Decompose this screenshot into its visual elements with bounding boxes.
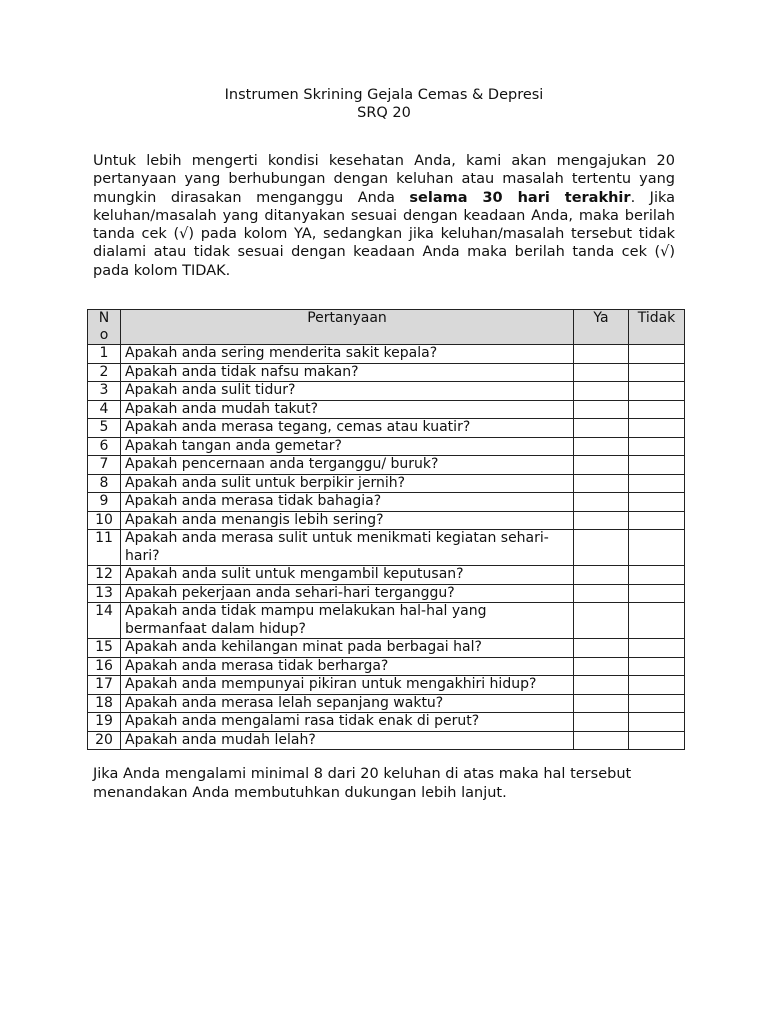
question-text: Apakah anda sulit untuk berpikir jernih? <box>121 474 574 493</box>
question-text: Apakah anda merasa sulit untuk menikmati kegiatan sehari-hari? <box>121 530 574 566</box>
question-text: Apakah anda merasa tegang, cemas atau kuatir? <box>121 419 574 438</box>
question-number: 19 <box>88 713 121 732</box>
question-number: 5 <box>88 419 121 438</box>
intro-text-2: . Jika keluhan/masalah yang ditanyakan sesuai dengan keadaan Anda, maka berilah tanda cek (√) pada kolom YA, sedangkan jika keluhan/masalah tersebut tidak dialami atau tidak sesuai dengan keadaan Anda maka berilah tanda cek (√) pada kolom TIDAK. <box>93 189 676 279</box>
question-text: Apakah anda merasa tidak bahagia? <box>121 493 574 512</box>
question-number: 2 <box>88 363 121 382</box>
question-number: 7 <box>88 456 121 475</box>
table-row <box>88 639 685 658</box>
answer-no-cell[interactable] <box>629 657 685 676</box>
question-number: 9 <box>88 493 121 512</box>
question-number: 4 <box>88 400 121 419</box>
answer-yes-cell[interactable] <box>574 437 629 456</box>
table-body <box>88 345 685 750</box>
question-number: 20 <box>88 731 121 750</box>
table-row <box>88 474 685 493</box>
question-text: Apakah tangan anda gemetar? <box>121 437 574 456</box>
question-text: Apakah anda tidak nafsu makan? <box>121 363 574 382</box>
answer-no-cell[interactable] <box>629 419 685 438</box>
header-no-answer <box>629 310 685 345</box>
answer-no-cell[interactable] <box>629 713 685 732</box>
table-row <box>88 584 685 603</box>
answer-yes-cell[interactable] <box>574 400 629 419</box>
answer-yes-cell[interactable] <box>574 584 629 603</box>
answer-no-cell[interactable] <box>629 731 685 750</box>
answer-no-cell[interactable] <box>629 456 685 475</box>
table-row <box>88 694 685 713</box>
answer-yes-cell[interactable] <box>574 382 629 401</box>
answer-no-cell[interactable] <box>629 382 685 401</box>
question-number: 10 <box>88 511 121 530</box>
answer-no-cell[interactable] <box>629 603 685 639</box>
question-number: 6 <box>88 437 121 456</box>
question-text: Apakah anda menangis lebih sering? <box>121 511 574 530</box>
answer-yes-cell[interactable] <box>574 419 629 438</box>
question-number: 3 <box>88 382 121 401</box>
answer-yes-cell[interactable] <box>574 694 629 713</box>
table-row <box>88 400 685 419</box>
question-number: 17 <box>88 676 121 695</box>
answer-yes-cell[interactable] <box>574 456 629 475</box>
question-text: Apakah anda mempunyai pikiran untuk mengakhiri hidup? <box>121 676 574 695</box>
table-row <box>88 603 685 639</box>
footer-note: Jika Anda mengalami minimal 8 dari 20 keluhan di atas maka hal tersebut menandakan Anda membutuhkan dukungan lebih lanjut. <box>93 766 632 801</box>
document-subtitle: SRQ 20 <box>357 105 411 121</box>
questionnaire-table <box>87 309 685 750</box>
answer-yes-cell[interactable] <box>574 713 629 732</box>
answer-no-cell[interactable] <box>629 694 685 713</box>
question-text: Apakah anda kehilangan minat pada berbagai hal? <box>121 639 574 658</box>
answer-no-cell[interactable] <box>629 400 685 419</box>
answer-no-cell[interactable] <box>629 345 685 364</box>
answer-no-cell[interactable] <box>629 474 685 493</box>
question-text: Apakah anda mengalami rasa tidak enak di perut? <box>121 713 574 732</box>
answer-yes-cell[interactable] <box>574 639 629 658</box>
table-row <box>88 731 685 750</box>
question-number: 14 <box>88 603 121 639</box>
answer-no-cell[interactable] <box>629 639 685 658</box>
question-number: 11 <box>88 530 121 566</box>
table-row <box>88 363 685 382</box>
header-no-answer-label: Tidak <box>637 310 676 326</box>
answer-yes-cell[interactable] <box>574 657 629 676</box>
intro-paragraph <box>93 152 675 280</box>
question-text: Apakah anda sering menderita sakit kepala? <box>121 345 574 364</box>
answer-no-cell[interactable] <box>629 363 685 382</box>
header-no-label: No <box>98 310 110 343</box>
question-text: Apakah anda tidak mampu melakukan hal-hal yang bermanfaat dalam hidup? <box>121 603 574 639</box>
intro-text-1: Untuk lebih mengerti kondisi kesehatan Anda, kami akan mengajukan 20 pertanyaan yang berhubungan dengan keluhan atau masalah tertentu yang mungkin dirasakan menganggu Anda <box>93 153 675 206</box>
question-text: Apakah anda merasa lelah sepanjang waktu? <box>121 694 574 713</box>
question-text: Apakah anda mudah takut? <box>121 400 574 419</box>
question-number: 8 <box>88 474 121 493</box>
question-number: 16 <box>88 657 121 676</box>
answer-yes-cell[interactable] <box>574 530 629 566</box>
answer-yes-cell[interactable] <box>574 731 629 750</box>
question-text: Apakah anda sulit tidur? <box>121 382 574 401</box>
document-title: Instrumen Skrining Gejala Cemas & Depresi <box>224 87 544 103</box>
question-number: 13 <box>88 584 121 603</box>
header-question: Pertanyaan <box>121 310 574 345</box>
answer-yes-cell[interactable] <box>574 566 629 585</box>
answer-no-cell[interactable] <box>629 584 685 603</box>
answer-no-cell[interactable] <box>629 493 685 512</box>
table-row <box>88 382 685 401</box>
answer-no-cell[interactable] <box>629 530 685 566</box>
table-row <box>88 530 685 566</box>
table-row <box>88 657 685 676</box>
question-number: 12 <box>88 566 121 585</box>
answer-yes-cell[interactable] <box>574 493 629 512</box>
answer-no-cell[interactable] <box>629 437 685 456</box>
answer-yes-cell[interactable] <box>574 363 629 382</box>
answer-yes-cell[interactable] <box>574 603 629 639</box>
table-row <box>88 345 685 364</box>
table-row <box>88 493 685 512</box>
answer-no-cell[interactable] <box>629 676 685 695</box>
table-row <box>88 419 685 438</box>
question-number: 1 <box>88 345 121 364</box>
answer-yes-cell[interactable] <box>574 511 629 530</box>
question-text: Apakah anda sulit untuk mengambil keputusan? <box>121 566 574 585</box>
answer-yes-cell[interactable] <box>574 676 629 695</box>
table-row <box>88 566 685 585</box>
table-row <box>88 713 685 732</box>
question-text: Apakah pencernaan anda terganggu/ buruk? <box>121 456 574 475</box>
question-number: 15 <box>88 639 121 658</box>
table-row <box>88 437 685 456</box>
header-yes: Ya <box>574 310 629 345</box>
question-text: Apakah pekerjaan anda sehari-hari terganggu? <box>121 584 574 603</box>
answer-yes-cell[interactable] <box>574 474 629 493</box>
table-row <box>88 676 685 695</box>
header-no <box>88 310 121 345</box>
table-row <box>88 511 685 530</box>
table-row <box>88 456 685 475</box>
intro-emphasis: selama 30 hari terakhir <box>409 189 631 206</box>
answer-no-cell[interactable] <box>629 511 685 530</box>
question-text: Apakah anda mudah lelah? <box>121 731 574 750</box>
question-text: Apakah anda merasa tidak berharga? <box>121 657 574 676</box>
answer-yes-cell[interactable] <box>574 345 629 364</box>
table-header-row <box>88 310 685 345</box>
question-number: 18 <box>88 694 121 713</box>
answer-no-cell[interactable] <box>629 566 685 585</box>
